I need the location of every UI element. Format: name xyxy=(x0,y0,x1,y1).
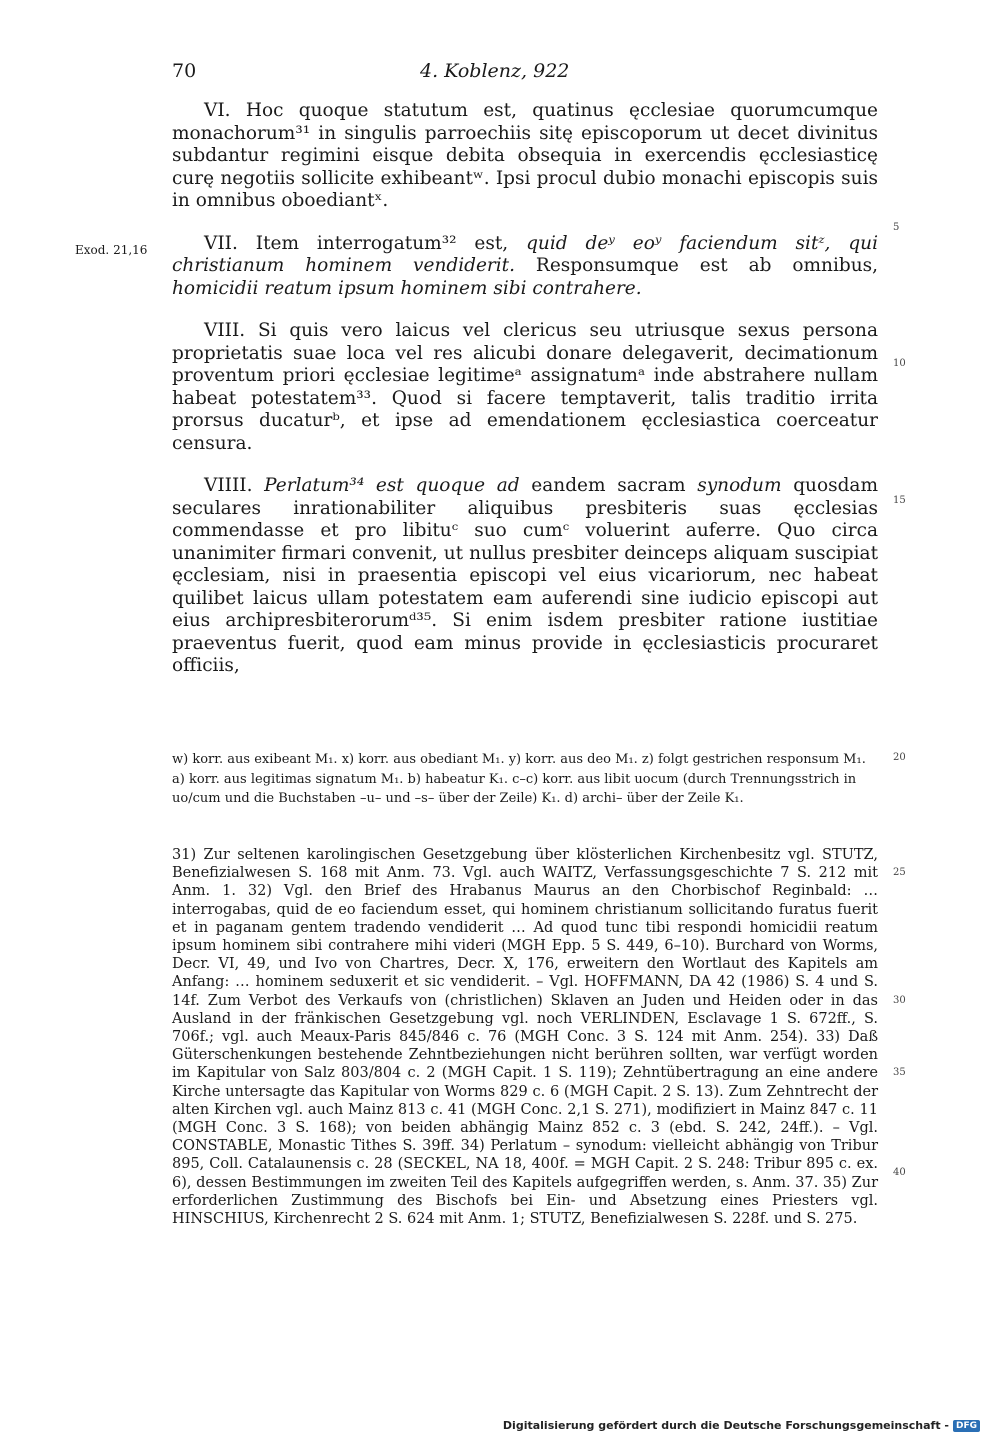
text-span: Responsumque est ab omnibus, xyxy=(515,255,879,276)
line-number: 20 xyxy=(893,752,906,763)
paragraph-vi: VI. Hoc quoque statutum est, quatinus ęcclesiae quorumcumque monachorum³¹ in singulis parroechiis sitę episcoporum ut decet divinitus subdantur regimini eisque debita obsequia in exercendis ęcclesiasticę curę negotiis sollicite exhibeantʷ. Ipsi procul dubio monachi episcopis suis in omnibus oboediantˣ. xyxy=(172,100,878,211)
dfg-logo: DFG xyxy=(953,1420,980,1432)
quoted-italic: homicidii reatum ipsum hominem sibi contrahere. xyxy=(172,277,642,299)
running-head: 4. Koblenz, 922 xyxy=(420,60,570,82)
text-span: quosdam seculares inrationabiliter aliquibus presbiteris suas ęcclesias commendasse et pro libituᶜ suo cumᶜ voluerint auferre. Quo circa unanimiter firmari convenit, ut nullus presbiter deinceps aliquam suscipiat ęcclesiam, nisi in praesentia episcopi vel eius vicariorum, nec habeat quilibet laicus ullam potestatem eam auferendi sine iudicio episcopi aut eius archipresbiterorumᵈ³⁵. Si enim isdem presbiter ratione iustitiae praeventus fuerit, quod eam minus provide in ęcclesiasticis procuraret officiis, xyxy=(172,475,878,676)
quoted-italic: quid deʸ eoʸ faciendum sitᶻ, qui christianum hominem vendiderit. xyxy=(172,232,878,276)
quoted-italic: Perlatum³⁴ est quoque ad xyxy=(264,475,520,496)
footnotes: 31) Zur seltenen karolingischen Gesetzgebung über klösterlichen Kirchenbesitz vgl. STUTZ, Benefizialwesen S. 168 mit Anm. 73. Vgl. auch WAITZ, Verfassungsgeschichte 7 S. 212 mit Anm. 1. 32) Vgl. den Brief des Hrabanus Maurus an den Chorbischof Reginbald: … interrogabas, quid de eo faciendum esset, qui hominem christianum sollicitando furatus fuerit et in paganam gentem tradendo vendiderit … Ad quod tunc tibi respondi homicidii reatum ipsum hominem sibi contrahere mihi videri (MGH Epp. 5 S. 449, 6–10). Burchard von Worms, Decr. VI, 49, und Ivo von Chartres, Decr. X, 176, erweitern den Wortlaut des Kapitels am Anfang: … hominem seduxerit et sic vendiderit. – Vgl. HOFFMANN, DA 42 (1986) S. 4 und S. 14f. Zum Verbot des Verkaufs von (christlichen) Sklaven an Juden und Heiden oder in das Ausland in der fränkischen Gesetzgebung vgl. noch VERLINDEN, Esclavage 1 S. 672ff., S. 706f.; vgl. auch Meaux-Paris 845/846 c. 76 (MGH Conc. 3 S. 124 mit Anm. 254). 33) Daß Güterschenkungen bestehende Zehntbeziehungen nicht berühren sollten, war verfügt worden im Kapitular von Salz 803/804 c. 2 (MGH Capit. 1 S. 119); Zehntübertragung an eine andere Kirche untersagte das Kapitular von Worms 829 c. 6 (MGH Capit. 2 S. 13). Zum Zehntrecht der alten Kirchen vgl. auch Mainz 813 c. 41 (MGH Conc. 2,1 S. 271), modifiziert in Mainz 847 c. 11 (MGH Conc. 3 S. 168); von beiden abhängig Mainz 852 c. 3 (ebd. S. 242, 24ff.). – Vgl. CONSTABLE, Monastic Tithes S. 39ff. 34) Perlatum – synodum: vielleicht abhängig von Tribur 895, Coll. Catalaunensis c. 28 (SECKEL, NA 18, 400f. = MGH Capit. 2 S. 248: Tribur 895 c. ex. 6), dessen Bestimmungen im zweiten Teil des Kapitels aufgegriffen werden, s. Anm. 37. 35) Zur erforderlichen Zustimmung des Bischofs bei Ein- und Absetzung eines Priesters vgl. HINSCHIUS, Kirchenrecht 2 S. 624 mit Anm. 1; STUTZ, Benefizialwesen S. 228f. und S. 275. xyxy=(172,847,878,1228)
paragraph-vii xyxy=(172,233,878,301)
paragraph-viii: VIII. Si quis vero laicus vel clericus seu utriusque sexus persona proprietatis suae loca vel res alicubi donare delegaverit, decimationum proventum priori ęcclesiae legitimeᵃ assignatumᵃ inde abstrahere nullam habeat potestatem³³. Quod si facere temptaverit, talis traditio irrita prorsus ducaturᵇ, et ipse ad emendationem ęcclesiastica coerceatur censura. xyxy=(172,320,878,454)
main-text xyxy=(172,100,878,698)
line-number: 35 xyxy=(893,1067,906,1078)
footer xyxy=(503,1419,980,1432)
critical-apparatus: w) korr. aus exibeant M₁. x) korr. aus obediant M₁. y) korr. aus deo M₁. z) folgt gestrichen responsum M₁. a) korr. aus legitimas signatum M₁. b) habeatur K₁. c–c) korr. aus libit uocum (durch Trennungsstrich in uo/cum und die Buchstaben –u– und –s– über der Zeile) K₁. d) archi– über der Zeile K₁. xyxy=(172,752,866,806)
page-number: 70 xyxy=(172,60,197,82)
line-number: 5 xyxy=(893,222,900,233)
line-number: 25 xyxy=(893,867,906,878)
line-number: 30 xyxy=(893,995,906,1006)
margin-note-exod: Exod. 21,16 xyxy=(75,243,148,257)
quoted-italic: synodum xyxy=(697,475,782,496)
text-span: VII. Item interrogatum³² est, xyxy=(204,232,527,254)
footer-text: Digitalisierung gefördert durch die Deutsche Forschungsgemeinschaft - xyxy=(502,1419,949,1432)
text-span: VIIII. xyxy=(204,475,265,496)
text-span: eandem sacram xyxy=(519,475,698,496)
line-number: 40 xyxy=(893,1167,906,1178)
line-number: 15 xyxy=(893,495,906,506)
line-number: 10 xyxy=(893,358,906,369)
paragraph-viiii xyxy=(172,475,878,678)
